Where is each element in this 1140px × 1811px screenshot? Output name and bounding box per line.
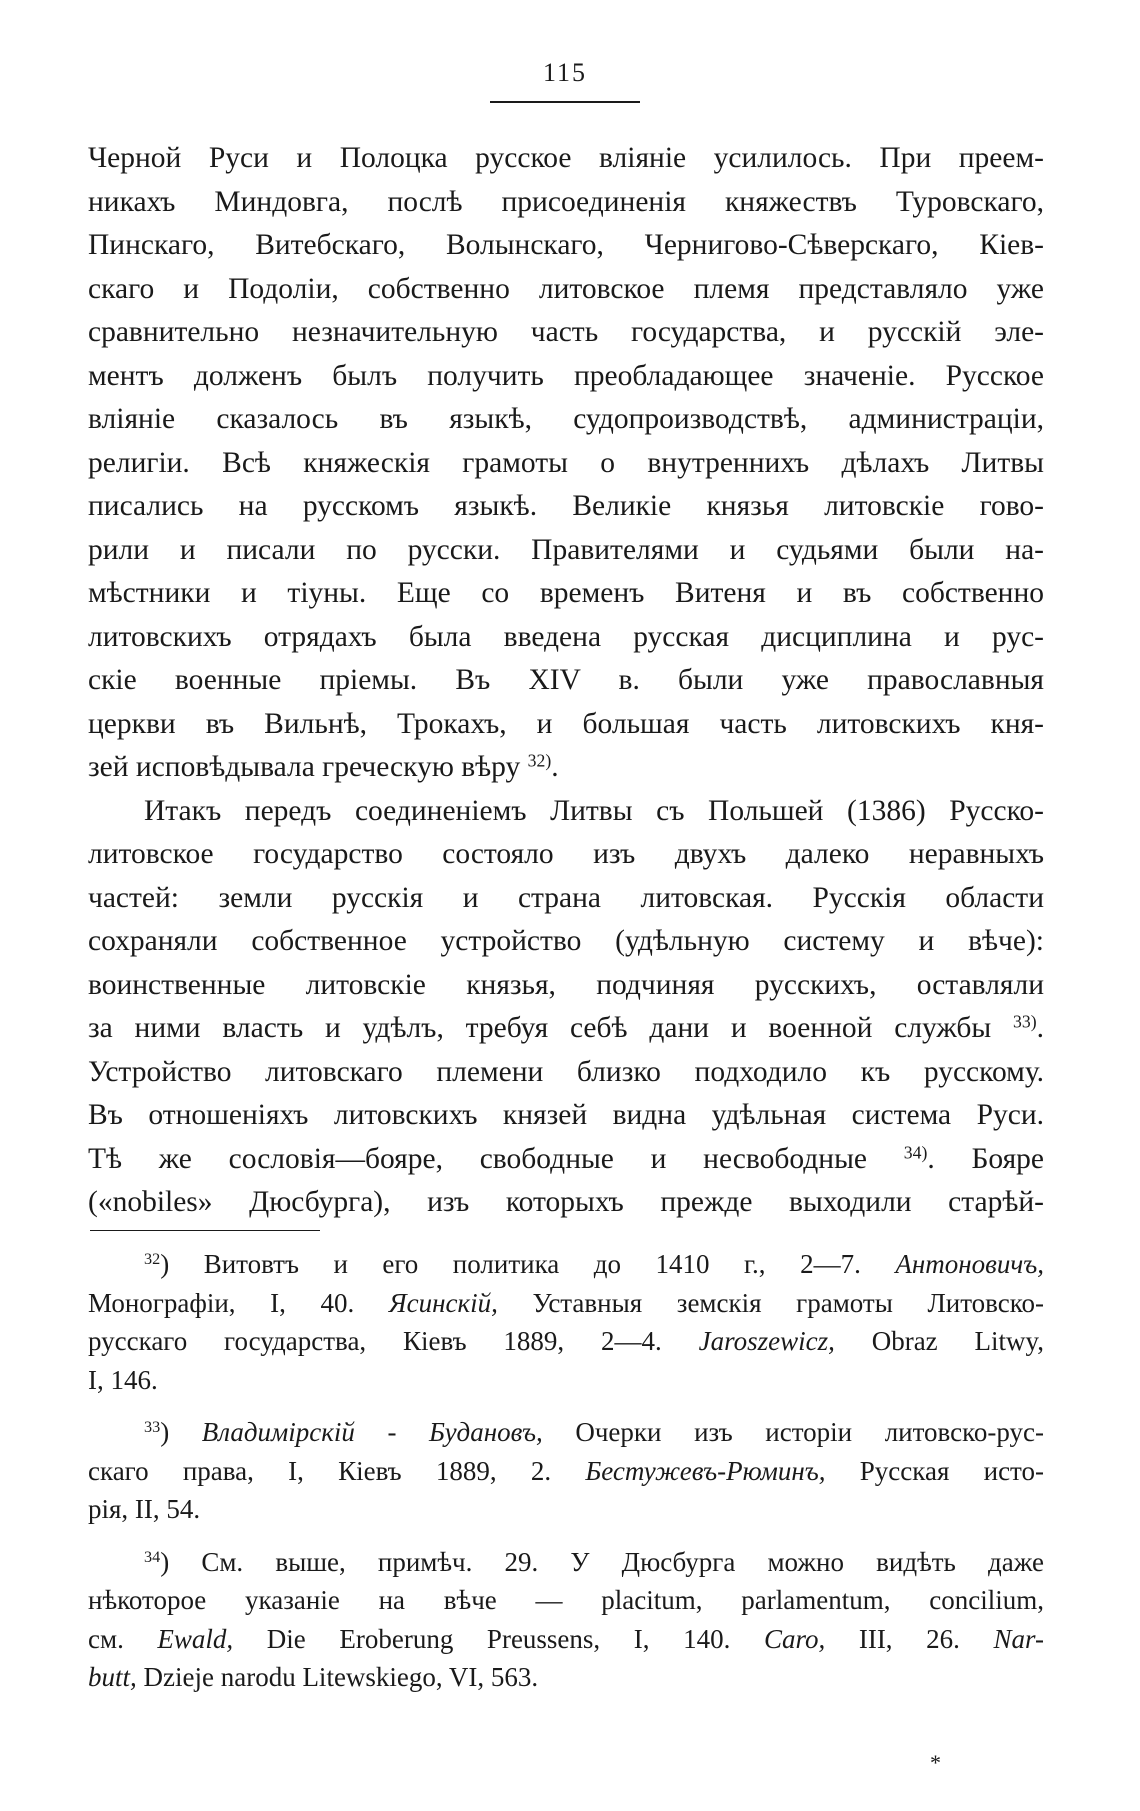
text-fragment: . Бояре [927,1142,1045,1175]
text-fragment: Dzieje narodu Litewskiego, VI, 563. [136,1662,539,1692]
author-name: Ясинскій, [388,1287,498,1318]
footnote-line [88,1543,1044,1582]
text-line: сохраняли собственное устройство (удѣльную систему и вѣче): [88,925,1044,957]
text-line: ментъ долженъ былъ получить преобладающее значеніе. Русское [88,359,1044,392]
text-line: скаго и Подоліи, собственно литовское племя представляло уже [88,272,1044,305]
text-line: Пинскаго, Витебскаго, Волынскаго, Чернигово-Сѣверскаго, Кіев- [88,229,1044,261]
paragraph-2 [88,790,1044,1225]
text-line: литовское государство состояло изъ двухъ далеко неравныхъ [88,838,1044,870]
text-line: воинственные литовскіе князья, подчиняя русскихъ, оставляли [88,968,1044,1001]
footnote-mark: 32 [144,1250,161,1269]
author-name: Jaroszewicz, [698,1326,835,1356]
text-fragment: см. [88,1623,158,1654]
footnote-ref-34: 34) [903,1141,928,1162]
footnote-mark: 33 [144,1418,161,1437]
signature-mark: * [930,1750,941,1775]
text-line: Въ отношеніяхъ литовскихъ князей видна удѣльная система Руси. [88,1099,1044,1131]
text-line: сравнительно незначительную часть государства, и русскій эле- [88,316,1044,348]
text-fragment: Obraz Litwy, [834,1326,1044,1356]
text-line: («nobiles» Дюсбурга), изъ которыхъ прежде выходили старѣй- [88,1186,1044,1218]
text-fragment: ) [160,1417,202,1447]
text-line [88,1138,1044,1182]
text-fragment: ) См. выше, примѣч. 29. У Дюсбурга можно видѣть даже [160,1546,1044,1577]
text-line: вліяніе сказалось въ языкѣ, судопроизводствѣ, администраціи, [88,403,1044,435]
text-fragment: Die Eroberung Preussens, I, 140. [233,1623,764,1654]
text-fragment: зей исповѣдывала греческую вѣру [88,751,521,783]
text-line: частей: земли русскія и страна литовская. Русскія области [88,881,1044,914]
author-name: Антоновичъ, [895,1249,1044,1279]
footnote-line [88,1322,1044,1361]
page-number: 115 [542,58,588,87]
footnotes [88,1245,1044,1711]
author-name: Владимірскій - Будановъ, [201,1417,543,1447]
footnote-ref-33: 33) [1013,1011,1037,1032]
footnote-line [88,1245,1044,1284]
author-name: Caro, [763,1623,826,1654]
footnote-line [88,1620,1044,1659]
author-name: Бестужевъ-Рюминъ, [585,1455,826,1486]
text-fragment: Тѣ же сословія—бояре, свободные и несвободные [88,1142,867,1175]
footnote-mark: 34 [144,1547,161,1566]
footnote-line [88,1284,1044,1323]
text-line [88,1007,1044,1051]
footnote-line [88,1658,1044,1697]
text-fragment: Русская исто- [825,1455,1044,1486]
footnote-line: I, 146. [88,1364,158,1395]
text-line: рили и писали по русски. Правителями и судьями были на- [88,533,1044,566]
footnote-line: рія, II, 54. [88,1494,201,1524]
author-name: Ewald, [157,1623,234,1654]
text-fragment: скаго права, I, Кіевъ 1889, 2. [88,1455,586,1486]
text-line: скіе военные пріемы. Въ XIV в. были уже православныя [88,664,1044,696]
text-fragment: Монографіи, I, 40. [88,1287,389,1318]
footnote-line: нѣкоторое указаніе на вѣче — placitum, parlamentum, concilium, [88,1585,1044,1615]
text-fragment: . [1036,1012,1044,1044]
footnote-separator [90,1230,320,1231]
footnote-33 [88,1413,1044,1529]
text-fragment: III, 26. [825,1623,994,1654]
body-text [88,137,1044,1225]
text-line: зей исповѣдывала греческую вѣру $^{32)}$. [88,750,559,783]
footnote-34 [88,1543,1044,1697]
footnote-line [88,1413,1044,1452]
text-line: Черной Руси и Полоцка русское вліяніе усилилось. При преем- [88,142,1044,174]
paragraph-1 [88,137,1044,790]
footnote-line [88,1452,1044,1491]
footnote-ref-32: 32) [527,750,552,771]
text-fragment: русскаго государства, Кіевъ 1889, 2—4. [88,1326,699,1356]
text-line: писались на русскомъ языкѣ. Великіе князья литовскіе гово- [88,490,1044,522]
text-line: церкви въ Вильнѣ, Трокахъ, и большая часть литовскихъ кня- [88,707,1044,740]
text-fragment: за ними власть и удѣлъ, требуя себѣ дани и военной службы [88,1012,992,1044]
page-number-rule [490,101,640,103]
text-line: никахъ Миндовга, послѣ присоединенія княжествъ Туровскаго, [88,185,1044,218]
text-line: Устройство литовскаго племени близко подходило къ русскому. [88,1055,1044,1088]
text-line: Итакъ передъ соединеніемъ Литвы съ Польшей (1386) Русско- [144,794,1044,827]
text-fragment: Очерки изъ исторіи литовско-рус- [542,1417,1044,1447]
author-name: butt, [88,1662,137,1692]
text-fragment: Уставныя земскія грамоты Литовско- [497,1287,1044,1318]
text-line: религіи. Всѣ княжескія грамоты о внутреннихъ дѣлахъ Литвы [88,446,1044,479]
footnote-32 [88,1245,1044,1399]
text-line: литовскихъ отрядахъ была введена русская дисциплина и рус- [88,620,1044,653]
text-fragment: ) Витовтъ и его политика до 1410 г., 2—7. [160,1249,896,1279]
text-line: мѣстники и тіуны. Еще со временъ Витеня и въ собственно [88,577,1044,609]
author-name: Nar- [993,1623,1044,1654]
